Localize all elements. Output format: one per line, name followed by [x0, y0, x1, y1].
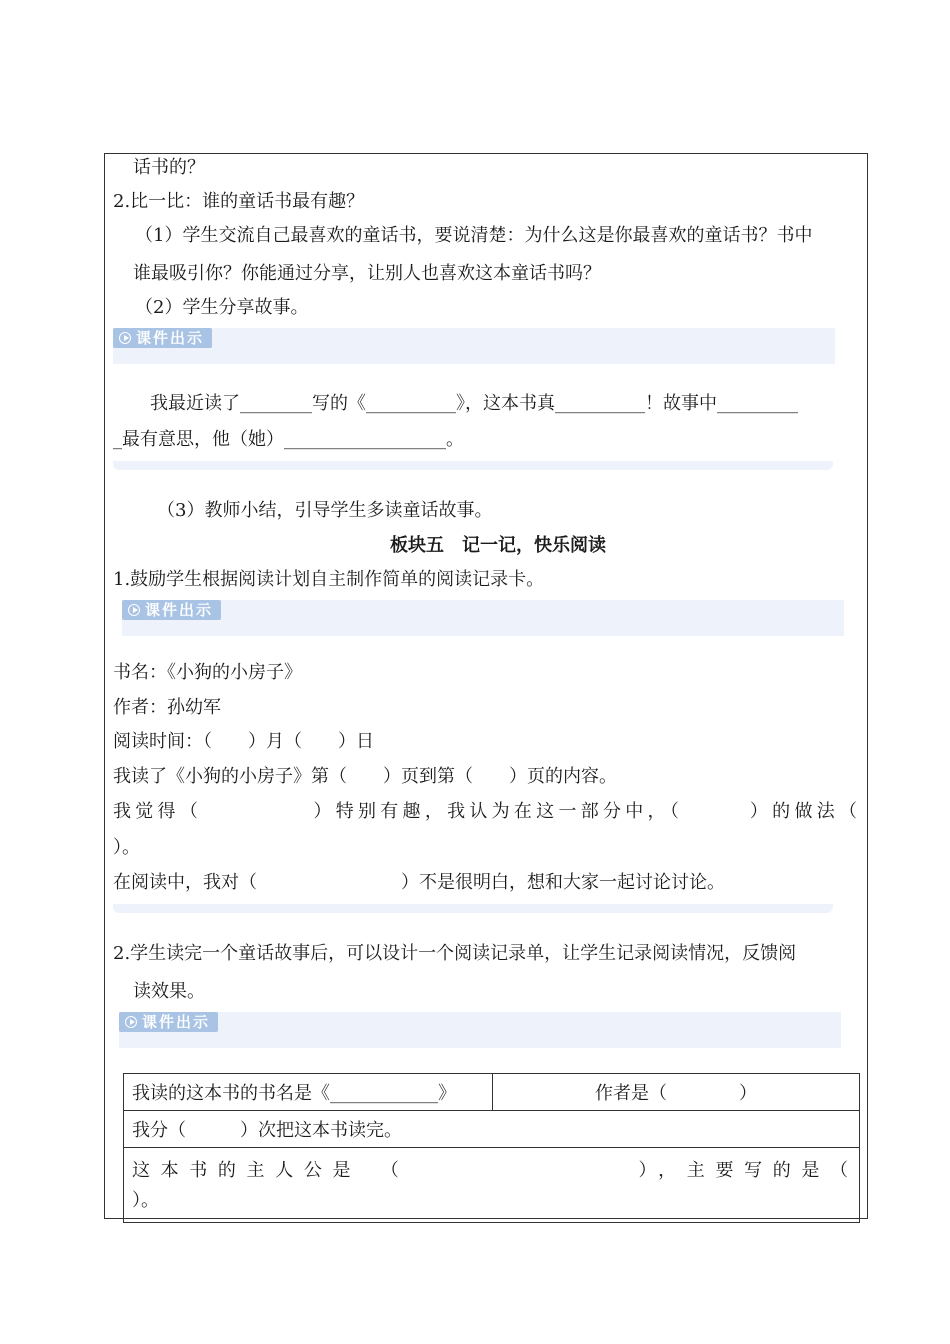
courseware-tag: 课件出示	[113, 328, 212, 348]
sessions-cell: 我分（ ）次把这本书读完。	[124, 1111, 860, 1148]
book-name-cell: 我读的这本书的书名是《____________》	[124, 1074, 493, 1111]
play-icon	[125, 1016, 137, 1028]
courseware-tag: 课件出示	[119, 1012, 218, 1032]
section-heading: 板块五 记一记，快乐阅读	[390, 535, 606, 556]
fill-blank-line-a: 我最近读了________写的《__________》，这本书真__________！故事中_________	[150, 393, 798, 414]
table-row	[124, 1074, 860, 1111]
card-book-title: 书名：《小狗的小房子》	[113, 662, 302, 683]
card-question: 在阅读中，我对（ ）不是很明白，想和大家一起讨论讨论。	[113, 872, 725, 893]
card-pages: 我读了《小狗的小房子》第（ ）页到第（ ）页的内容。	[113, 766, 617, 787]
sub-item-1b: 谁最吸引你？你能通过分享，让别人也喜欢这本童话书吗？	[133, 263, 601, 284]
courseware-tag: 课件出示	[122, 600, 221, 620]
protagonist-line-b: ）。	[132, 1190, 159, 1211]
courseware-banner-1	[113, 328, 835, 364]
item-2-record-sheet-a: 2.学生读完一个童话故事后，可以设计一个阅读记录单，让学生记录阅读情况，反馈阅	[113, 943, 797, 964]
item-2-record-sheet-b: 读效果。	[133, 981, 205, 1002]
courseware-banner-3	[119, 1012, 841, 1048]
card-thoughts-b: ）。	[113, 837, 140, 858]
sub-item-1a: （1）学生交流自己最喜欢的童话书，要说清楚：为什么这是你最喜欢的童话书？书中	[135, 225, 813, 246]
fill-blank-line-b: _最有意思，他（她）__________________。	[113, 429, 464, 450]
courseware-panel-bottom-1	[113, 461, 833, 470]
card-author: 作者：孙幼军	[113, 697, 221, 718]
courseware-panel-bottom-2	[113, 904, 833, 913]
sub-item-2: （2）学生分享故事。	[135, 297, 309, 318]
item-1-record-card: 1.鼓励学生根据阅读计划自主制作简单的阅读记录卡。	[113, 569, 545, 590]
text-continuation: 话书的？	[133, 157, 205, 178]
protagonist-line-a: 这本书的主人公是 （ ），主要写的是（	[132, 1160, 851, 1181]
sub-item-3: （3）教师小结，引导学生多读童话故事。	[157, 500, 493, 521]
play-icon	[119, 332, 131, 344]
card-thoughts-a: 我觉得（ ）特别有趣，我认为在这一部分中，（ ）的做法（	[113, 801, 860, 822]
play-icon	[128, 604, 140, 616]
reading-record-table	[123, 1073, 860, 1223]
item-2-compare: 2.比一比：谁的童话书最有趣？	[113, 191, 365, 212]
table-row	[124, 1111, 860, 1148]
table-row	[124, 1148, 860, 1223]
courseware-banner-2	[122, 600, 844, 636]
card-reading-time: 阅读时间：（ ）月（ ）日	[113, 731, 374, 752]
protagonist-cell	[124, 1148, 860, 1223]
author-cell: 作者是（ ）	[493, 1074, 860, 1111]
